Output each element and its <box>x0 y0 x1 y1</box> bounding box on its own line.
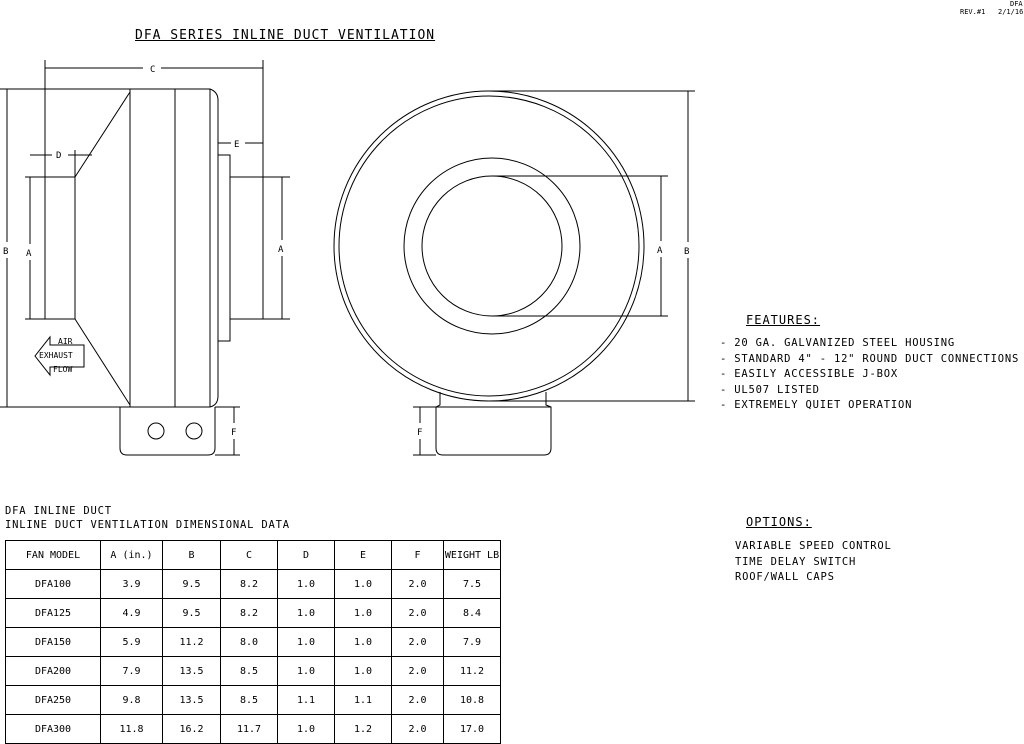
column-header: FAN MODEL <box>6 541 101 570</box>
table-cell: 1.0 <box>278 599 335 628</box>
drawing-title: DFA SERIES INLINE DUCT VENTILATION <box>135 28 436 43</box>
table-cell: 7.9 <box>101 657 163 686</box>
column-header: WEIGHT LB <box>444 541 501 570</box>
option-item: TIME DELAY SWITCH <box>735 555 857 568</box>
table-cell: 13.5 <box>163 657 221 686</box>
column-header: F <box>392 541 444 570</box>
dim-label-f: F <box>417 428 423 438</box>
table-row <box>6 686 501 715</box>
table-cell: 9.5 <box>163 599 221 628</box>
options-heading: OPTIONS: <box>746 515 812 529</box>
table-row <box>6 657 501 686</box>
column-header: E <box>335 541 392 570</box>
table-cell: 7.9 <box>444 628 501 657</box>
table-cell: 11.8 <box>101 715 163 744</box>
table-cell: 1.0 <box>335 599 392 628</box>
table-cell: 2.0 <box>392 599 444 628</box>
table-cell: 8.2 <box>221 570 278 599</box>
front-view <box>334 91 695 455</box>
table-cell: 1.1 <box>278 686 335 715</box>
dim-label-a: A <box>278 245 284 255</box>
table-cell: 1.0 <box>278 570 335 599</box>
dim-label-b: B <box>3 247 9 257</box>
table-cell: 16.2 <box>163 715 221 744</box>
table-cell: 1.0 <box>278 657 335 686</box>
table-cell: 7.5 <box>444 570 501 599</box>
table-header-row <box>6 541 501 570</box>
table-cell: 8.0 <box>221 628 278 657</box>
column-header: B <box>163 541 221 570</box>
column-header: C <box>221 541 278 570</box>
dim-label-f: F <box>231 428 237 438</box>
table-cell: 11.2 <box>444 657 501 686</box>
table-cell: 1.0 <box>278 628 335 657</box>
table-cell: DFA200 <box>6 657 101 686</box>
table-cell: 11.2 <box>163 628 221 657</box>
feature-item: - STANDARD 4" - 12" ROUND DUCT CONNECTIONS <box>720 352 1020 365</box>
dimension-table <box>5 540 501 744</box>
housing-circle <box>334 91 644 401</box>
inlet-collar <box>45 177 75 319</box>
feature-item: - 20 GA. GALVANIZED STEEL HOUSING <box>720 337 956 349</box>
collar-outer-circle <box>404 158 580 334</box>
dim-label-a: A <box>26 249 32 259</box>
table-cell: 1.0 <box>278 715 335 744</box>
features-list <box>720 336 1019 414</box>
table-caption: INLINE DUCT VENTILATION DIMENSIONAL DATA <box>5 519 290 531</box>
outlet-collar <box>230 177 263 319</box>
table-cell: 3.9 <box>101 570 163 599</box>
inlet-cone <box>75 92 130 405</box>
table-cell: 1.2 <box>335 715 392 744</box>
fan-housing <box>130 89 218 407</box>
table-cell: DFA250 <box>6 686 101 715</box>
airflow-label: AIR <box>58 337 73 346</box>
column-header: D <box>278 541 335 570</box>
table-row <box>6 715 501 744</box>
feature-item: - UL507 LISTED <box>720 383 820 396</box>
table-cell: 5.9 <box>101 628 163 657</box>
table-cell: 1.0 <box>335 628 392 657</box>
features-heading: FEATURES: <box>746 313 821 327</box>
motor-plate <box>218 155 230 341</box>
junction-knockout <box>186 423 202 439</box>
table-cell: 2.0 <box>392 628 444 657</box>
options-list <box>735 539 892 586</box>
table-cell: 2.0 <box>392 657 444 686</box>
airflow-label: FLOW <box>53 365 73 374</box>
table-cell: DFA125 <box>6 599 101 628</box>
table-cell: 9.5 <box>163 570 221 599</box>
table-cell: 1.0 <box>335 570 392 599</box>
table-row <box>6 570 501 599</box>
table-cell: 8.2 <box>221 599 278 628</box>
table-cell: DFA300 <box>6 715 101 744</box>
table-cell: DFA150 <box>6 628 101 657</box>
table-cell: 2.0 <box>392 570 444 599</box>
side-view <box>0 60 290 455</box>
table-cell: 2.0 <box>392 686 444 715</box>
dim-label-e: E <box>234 140 240 150</box>
dim-label-a: A <box>657 246 663 256</box>
junction-box <box>120 407 215 455</box>
table-cell: 4.9 <box>101 599 163 628</box>
table-cell: 1.1 <box>335 686 392 715</box>
table-cell: 2.0 <box>392 715 444 744</box>
option-item: VARIABLE SPEED CONTROL <box>735 540 892 552</box>
dim-label-d: D <box>56 151 62 161</box>
revision-label: REV.#1 <box>960 8 986 16</box>
dim-label-c: C <box>150 65 156 75</box>
junction-knockout <box>148 423 164 439</box>
collar-inner-circle <box>422 176 562 316</box>
table-cell: 11.7 <box>221 715 278 744</box>
table-cell: 1.0 <box>335 657 392 686</box>
table-cell: 8.5 <box>221 657 278 686</box>
option-item: ROOF/WALL CAPS <box>735 571 835 583</box>
table-caption: DFA INLINE DUCT <box>5 505 112 517</box>
table-cell: 8.5 <box>221 686 278 715</box>
doc-code: DFA <box>1010 0 1023 8</box>
feature-item: - EASILY ACCESSIBLE J-BOX <box>720 368 899 380</box>
table-row <box>6 628 501 657</box>
table-cell: DFA100 <box>6 570 101 599</box>
table-row <box>6 599 501 628</box>
feature-item: - EXTREMELY QUIET OPERATION <box>720 399 913 411</box>
airflow-label: EXHAUST <box>39 351 73 360</box>
table-cell: 10.8 <box>444 686 501 715</box>
table-cell: 17.0 <box>444 715 501 744</box>
dim-label-b: B <box>684 247 690 257</box>
table-cell: 13.5 <box>163 686 221 715</box>
column-header: A (in.) <box>101 541 163 570</box>
table-cell: 9.8 <box>101 686 163 715</box>
table-cell: 8.4 <box>444 599 501 628</box>
revision-date: 2/1/16 <box>998 8 1024 16</box>
